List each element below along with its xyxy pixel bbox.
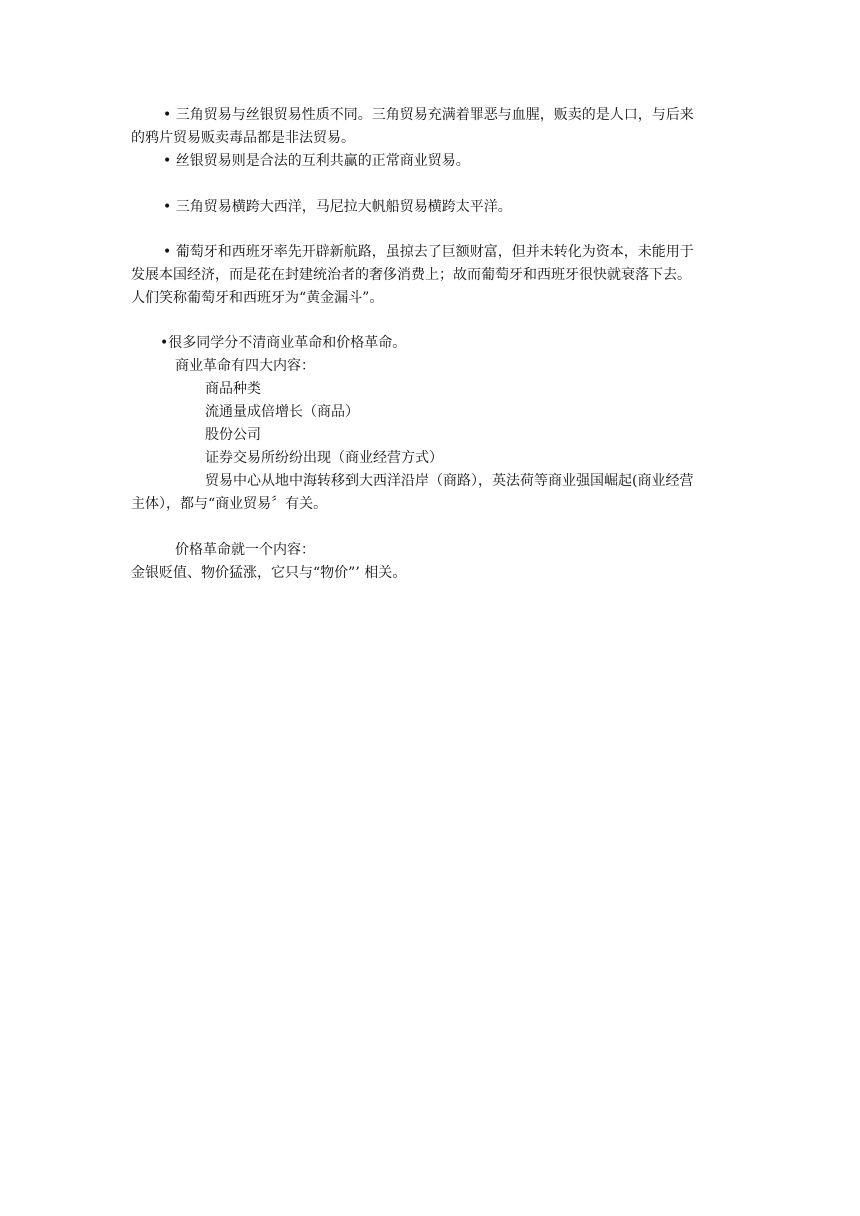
commercial-trade-line-2: 主体），都与“商业贸易〞有关。 — [131, 496, 328, 512]
commercial-item-1: 商品种类 — [205, 381, 261, 397]
paragraph-portugal-spain-line-1: • 葡萄牙和西班牙率先开辟新航路，虽掠去了巨额财富，但并未转化为资本，未能用于 — [163, 244, 694, 260]
commercial-item-2: 流通量成倍增长（商品） — [205, 404, 359, 420]
paragraph-portugal-spain-line-3: 人们笑称葡萄牙和西班牙为“黄金漏斗”。 — [131, 290, 384, 306]
paragraph-silver-trade: • 丝银贸易则是合法的互利共赢的正常商业贸易。 — [163, 153, 470, 169]
paragraph-revolution-intro: •很多同学分不清商业革命和价格革命。 — [160, 335, 407, 351]
commercial-item-4: 证券交易所纷纷出现（商业经营方式） — [205, 450, 443, 466]
paragraph-portugal-spain-line-2: 发展本国经济，而是花在封建统治者的奢侈消费上；故而葡萄牙和西班牙很快就衰落下去。 — [131, 267, 691, 283]
price-revolution-heading: 价格革命就一个内容： — [175, 542, 315, 558]
paragraph-triangle-trade-line-1: • 三角贸易与丝银贸易性质不同。三角贸易充满着罪恶与血腥，贩卖的是人口，与后来 — [163, 107, 694, 123]
paragraph-triangle-trade-line-2: 的鸦片贸易贩卖毒品都是非法贸易。 — [131, 130, 355, 146]
price-revolution-content: 金银贬值、物价猛涨，它只与“物价”’ 相关。 — [131, 565, 407, 581]
paragraph-ocean-routes: • 三角贸易横跨大西洋，马尼拉大帆船贸易横跨太平洋。 — [163, 199, 512, 215]
commercial-revolution-heading: 商业革命有四大内容： — [175, 358, 315, 374]
commercial-item-3: 股份公司 — [205, 427, 261, 443]
commercial-trade-line-1: 贸易中心从地中海转移到大西洋沿岸（商路），英法荷等商业强国崛起(商业经营 — [205, 473, 694, 489]
